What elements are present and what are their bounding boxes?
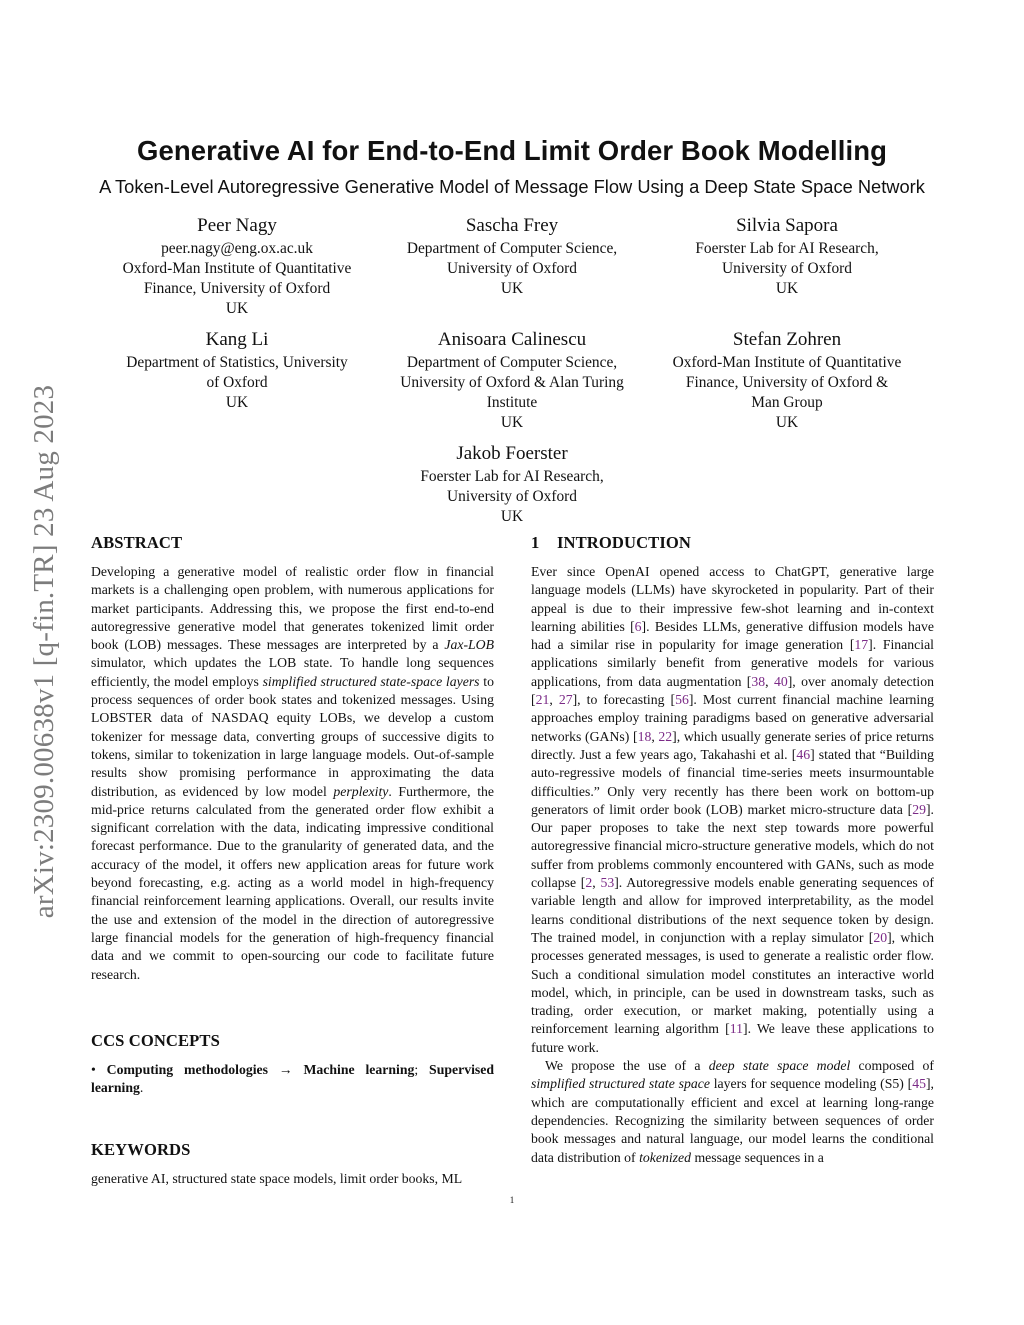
author-country: UK: [775, 280, 799, 297]
intro-text-segment: ,: [592, 875, 601, 891]
intro-text-segment: ], which usually generate series of price returns directly. Just a few years ago, Takahashi et al. [: [531, 728, 934, 762]
abstract-segment: Developing a generative model of realistic order flow in financial markets is a challenging open problem, with numerous applications for market participants. Addressing this, we propose the first end-to-end autoregressive generative model that generates tokenized limit order book (LOB) messages. These messages are interpreted by a: [91, 564, 494, 653]
author-affiliation: Department of Computer Science,: [406, 354, 618, 371]
citation-link[interactable]: 21: [535, 692, 550, 708]
author-country: UK: [500, 280, 524, 297]
author-peer-nagy: [102, 214, 372, 319]
author-affiliation: Man Group: [751, 394, 823, 411]
ccs-concept: Computing methodologies: [106, 1061, 269, 1077]
paper-title: Generative AI for End-to-End Limit Order Book Modelling: [136, 135, 888, 166]
author-affiliation: University of Oxford: [447, 260, 577, 277]
left-column: [91, 532, 494, 1189]
author-name: Silvia Sapora: [736, 215, 838, 236]
author-affiliation: Finance, University of Oxford &: [685, 374, 889, 391]
intro-text-segment: message sequences in a: [691, 1149, 824, 1165]
abstract-segment: simulator, which updates the LOB state. To handle long sequences efficiently, the model employs: [91, 655, 494, 689]
author-name: Kang Li: [205, 329, 269, 350]
citation-link[interactable]: 11: [729, 1021, 743, 1037]
author-name: Anisoara Calinescu: [437, 329, 587, 350]
intro-text-segment: ], which are computationally efficient and excel at learning long-range dependencies. Recognizing the similarity between sequences of order book messages and natural language, our model learns the conditional data distribution of: [531, 1076, 934, 1165]
intro-text-segment: ] stated that “Building auto-regressive models of financial time-series meets insurmountable difficulties.” Only very recently has there been work on bottom-up generators of limit order book (LOB) market micro-structure data [: [531, 746, 934, 817]
intro-emphasis: tokenized: [639, 1149, 692, 1165]
introduction-paragraph-2: [531, 1057, 934, 1167]
intro-text-segment: We propose the use of a: [545, 1058, 709, 1074]
author-silvia-sapora: [652, 214, 922, 299]
abstract-emphasis: Jax-LOB: [444, 637, 494, 653]
abstract-segment: to process sequences of order book states and tokenized messages. Using LOBSTER data of NASDAQ equity LOBs, we develop a custom tokenizer for message data, converting groups of successive digits to tokens, similar to tokenization in large language models. Out-of-sample results show promising performance in approximating the data distribution, as evidenced by low model: [91, 673, 494, 799]
citation-link[interactable]: 6: [634, 618, 642, 634]
author-name: Stefan Zohren: [732, 329, 842, 350]
intro-text-segment: ]. Financial applications similarly benefit from generative models for various applications, from data augmentation [: [531, 637, 934, 689]
intro-text-segment: ]. Autoregressive models enable generating sequences of variable length and allow for improved interpretability, as the model learns conditional distributions of the next sequence token by design. The trained model, in conjunction with a replay simulator [: [531, 875, 934, 945]
right-column: [531, 532, 934, 1167]
paper-subtitle: A Token-Level Autoregressive Generative Model of Message Flow Using a Deep State Space Network: [99, 176, 925, 197]
citation-link[interactable]: 40: [773, 673, 788, 689]
author-country: UK: [775, 414, 799, 431]
author-affiliation: University of Oxford: [722, 260, 852, 277]
section-spacer: [91, 984, 494, 1030]
ccs-concepts-text: [91, 1061, 494, 1098]
intro-text-segment: ]. We leave these applications to future work.: [531, 1021, 935, 1055]
section-spacer: [91, 1097, 494, 1139]
keywords-heading: KEYWORDS: [91, 1140, 191, 1160]
arrow-icon: →: [278, 1061, 293, 1077]
ccs-heading: CCS CONCEPTS: [91, 1030, 220, 1050]
author-affiliation: Foerster Lab for AI Research,: [420, 468, 604, 485]
citation-link[interactable]: 29: [912, 801, 926, 817]
author-affiliation: Foerster Lab for AI Research,: [695, 240, 879, 257]
abstract-text: [91, 563, 494, 984]
author-name: Jakob Foerster: [456, 443, 568, 464]
citation-link[interactable]: 53: [600, 875, 615, 891]
citation-link[interactable]: 27: [558, 692, 573, 708]
ccs-concept: Machine learning: [303, 1061, 415, 1077]
author-affiliation: University of Oxford: [447, 488, 577, 505]
author-jakob-foerster: [377, 442, 647, 527]
intro-text-segment: ], to forecasting [: [572, 692, 676, 708]
ccs-concept: Supervised learning: [91, 1061, 494, 1096]
introduction-paragraph-1: [531, 563, 934, 1057]
citation-link[interactable]: 46: [796, 746, 811, 762]
citation-link[interactable]: 38: [751, 673, 766, 689]
intro-emphasis: deep state space model: [708, 1058, 851, 1074]
abstract-segment: . Furthermore, the mid-price returns calculated from the generated order flow exhibit a significant correlation with the data, indicating impressive conditional forecast performance. Due to the granularity of generated data, and the accuracy of the model, it offers new application areas for future work beyond forecasting, e.g. acting as a world model in high-frequency financial reinforcement learning applications. Overall, our results invite the use and extension of the model in the direction of autoregressive large financial models for the generation of high-frequency financial data and we commit to open-sourcing our code to facilitate future research.: [91, 783, 495, 982]
author-affiliation: Department of Statistics, University: [126, 354, 348, 371]
citation-link[interactable]: 45: [912, 1076, 926, 1092]
author-country: UK: [225, 300, 249, 317]
section-title: INTRODUCTION: [557, 533, 691, 552]
citation-link[interactable]: 22: [658, 728, 673, 744]
intro-text-segment: ,: [549, 692, 559, 708]
introduction-heading: [531, 532, 934, 553]
author-email[interactable]: peer.nagy@eng.ox.ac.uk: [161, 240, 313, 257]
author-affiliation: Department of Computer Science,: [406, 240, 618, 257]
keywords-text: generative AI, structured state space models, limit order books, ML: [91, 1171, 463, 1187]
author-name: Peer Nagy: [197, 215, 277, 236]
arxiv-identifier: [28, 338, 62, 965]
abstract-heading: ABSTRACT: [91, 533, 183, 552]
ccs-separator: ;: [414, 1061, 419, 1077]
author-name: Sascha Frey: [465, 215, 559, 236]
intro-emphasis: simplified structured state space: [531, 1076, 710, 1092]
author-country: UK: [500, 414, 524, 431]
citation-link[interactable]: 2: [585, 875, 593, 891]
intro-text-segment: ,: [651, 728, 659, 744]
citation-link[interactable]: 56: [675, 692, 689, 708]
intro-text-segment: Ever since OpenAI opened access to ChatGPT, generative large language models (LLMs) have skyrocketed in popularity. Part of their appeal is due to their impressive few-shot learning and in-context learning abilities [: [531, 564, 934, 634]
section-number: 1: [531, 533, 540, 552]
abstract-emphasis: perplexity: [333, 783, 389, 799]
author-stefan-zohren: [652, 328, 922, 433]
author-kang-li: [102, 328, 372, 413]
author-affiliation: Oxford-Man Institute of Quantitative: [672, 354, 902, 371]
arxiv-identifier-text: arXiv:2309.00638v1 [q-fin.TR] 23 Aug 2023: [28, 384, 61, 919]
intro-text-segment: ,: [765, 673, 774, 689]
citation-link[interactable]: 18: [637, 728, 652, 744]
author-affiliation: Institute: [486, 394, 538, 411]
abstract-emphasis: simplified structured state-space layers: [262, 673, 480, 689]
author-country: UK: [500, 508, 524, 525]
intro-text-segment: ]. Most current financial machine learning approaches employ training paradigms based on generative adversarial networks (GANs) [: [531, 692, 935, 744]
author-anisoara-calinescu: [377, 328, 647, 433]
introduction-text: [531, 563, 934, 1167]
author-country: UK: [225, 394, 249, 411]
citation-link[interactable]: 20: [873, 929, 888, 945]
author-affiliation: Finance, University of Oxford: [143, 280, 331, 297]
author-affiliation: of Oxford: [206, 374, 268, 391]
intro-text-segment: layers for sequence modeling (S5) [: [709, 1076, 913, 1092]
author-affiliation: Oxford-Man Institute of Quantitative: [122, 260, 352, 277]
intro-text-segment: ], over anomaly detection [: [531, 673, 934, 708]
citation-link[interactable]: 17: [854, 637, 869, 653]
intro-text-segment: composed of: [850, 1058, 934, 1074]
intro-text-segment: ]. Our paper proposes to take the next step towards more powerful autoregressive financial micro-structure generative models, which do not suffer from problems commonly encountered with GANs, such as mode collapse [: [531, 801, 934, 891]
intro-text-segment: ], which processes generated messages, is used to generate a realistic order flow. Such a conditional simulation model constitutes an interactive world model, which, in principle, can be used in downstream tasks, such as trading, order execution, or market making, potentially using a reinforcement learning algorithm [: [531, 929, 935, 1037]
intro-text-segment: ]. Besides LLMs, generative diffusion models have had a similar rise in popularity for image generation [: [531, 618, 934, 653]
ccs-end: .: [139, 1080, 144, 1096]
ccs-bullet: •: [91, 1061, 96, 1077]
page-number: 1: [509, 1195, 515, 1205]
author-sascha-frey: [377, 214, 647, 299]
author-affiliation: University of Oxford & Alan Turing: [400, 374, 624, 391]
